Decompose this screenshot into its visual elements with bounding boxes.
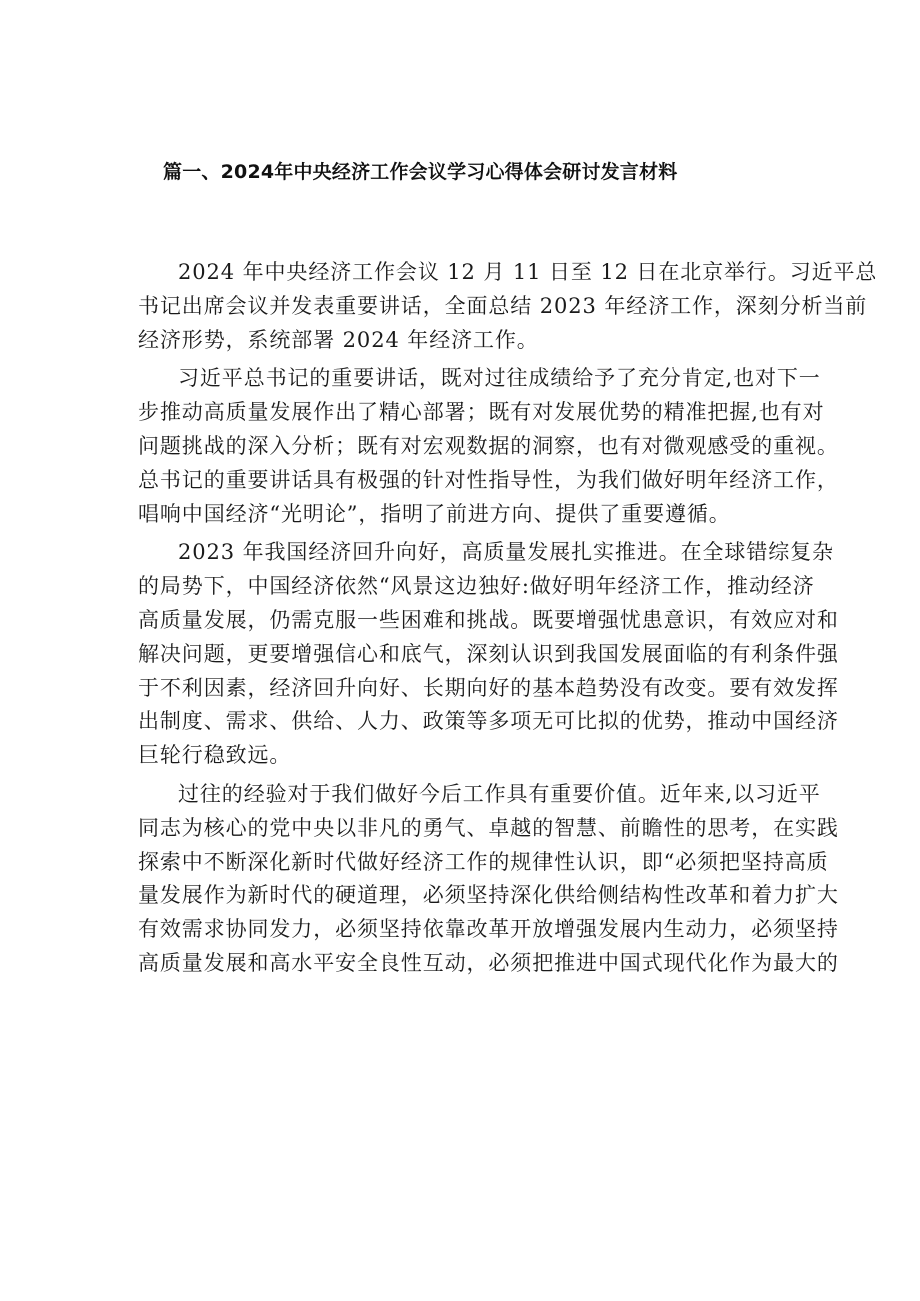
- document-title: 篇一、2024年中央经济工作会议学习心得体会研讨发言材料: [163, 161, 678, 183]
- paragraph-line: 于不利因素，经济回升向好、长期向好的基本趋势没有改变。要有效发挥: [138, 675, 839, 700]
- paragraph-line: 唱响中国经济“光明论”，指明了前进方向、提供了重要遵循。: [138, 501, 731, 526]
- paragraph-line: 巨轮行稳致远。: [138, 743, 292, 768]
- paragraph-line: 同志为核心的党中央以非凡的勇气、卓越的智慧、前瞻性的思考，在实践: [138, 815, 839, 840]
- paragraph-line: 的局势下，中国经济依然“风景这边独好:做好明年经济工作，推动经济: [138, 574, 815, 599]
- paragraph-line: 高质量发展，仍需克服一些困难和挑战。既要增强忧患意识，有效应对和: [138, 607, 839, 632]
- paragraph-4: [138, 778, 839, 981]
- paragraph-line: 解决问题，更要增强信心和底气，深刻认识到我国发展面临的有利条件强: [138, 641, 839, 666]
- paragraph-line: 2024 年中央经济工作会议 12 月 11 日至 12 日在北京举行。习近平总: [178, 260, 878, 284]
- paragraph-2: [138, 362, 839, 531]
- paragraph-line: 步推动高质量发展作出了精心部署；既有对发展优势的精准把握,也有对: [138, 400, 825, 425]
- paragraph-line: 书记出席会议并发表重要讲话，全面总结 2023 年经济工作，深刻分析当前: [138, 293, 868, 318]
- paragraph-3: [138, 536, 839, 773]
- paragraph-1: [138, 256, 878, 357]
- paragraph-line: 经济形势，系统部署 2024 年经济工作。: [138, 327, 539, 352]
- paragraph-line: 有效需求协同发力，必须坚持依靠改革开放增强发展内生动力，必须坚持: [138, 917, 839, 942]
- paragraph-line: 过往的经验对于我们做好今后工作具有重要价值。近年来,以习近平: [178, 781, 821, 806]
- paragraph-line: 习近平总书记的重要讲话，既对过往成绩给予了充分肯定,也对下一: [178, 366, 821, 391]
- document-body: [138, 256, 878, 986]
- paragraph-line: 问题挑战的深入分析；既有对宏观数据的洞察，也有对微观感受的重视。: [138, 433, 839, 458]
- paragraph-line: 出制度、需求、供给、人力、政策等多项无可比拟的优势，推动中国经济: [138, 709, 839, 734]
- paragraph-line: 高质量发展和高水平安全良性互动，必须把推进中国式现代化作为最大的: [138, 950, 839, 975]
- paragraph-line: 2023 年我国经济回升向好，高质量发展扎实推进。在全球错综复杂: [178, 540, 834, 565]
- paragraph-line: 量发展作为新时代的硬道理，必须坚持深化供给侧结构性改革和着力扩大: [138, 883, 839, 908]
- paragraph-line: 探索中不断深化新时代做好经济工作的规律性认识，即“必须把坚持高质: [138, 849, 829, 874]
- paragraph-line: 总书记的重要讲话具有极强的针对性指导性，为我们做好明年经济工作，: [138, 467, 839, 492]
